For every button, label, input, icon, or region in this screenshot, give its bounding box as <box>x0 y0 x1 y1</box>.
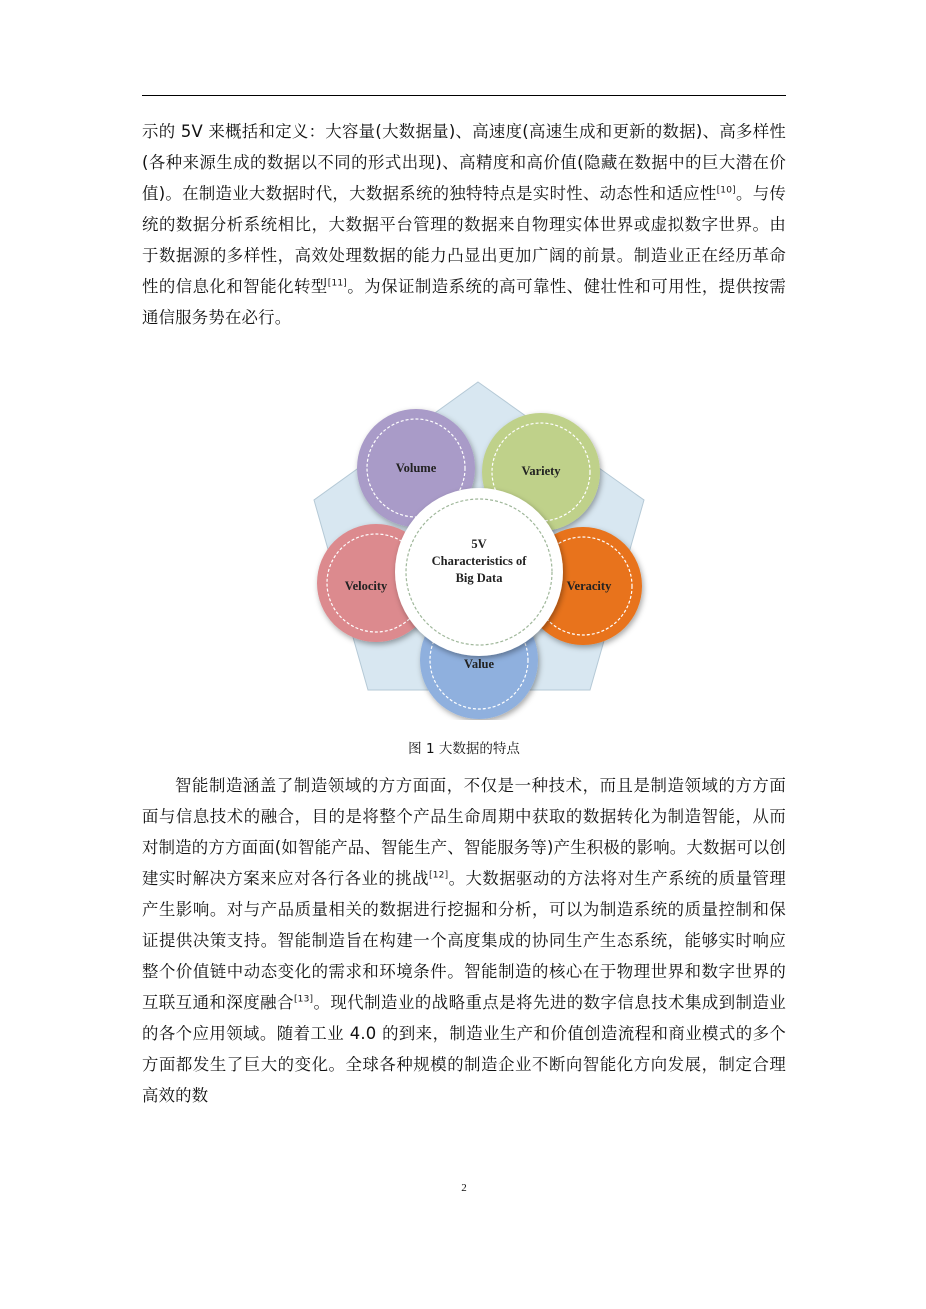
citation-12: [12] <box>429 870 449 881</box>
volume-label: Volume <box>395 461 437 475</box>
citation-13: [13] <box>293 994 314 1005</box>
5v-figure <box>300 376 656 720</box>
citation-11: [11] <box>327 278 348 289</box>
value-label: Value <box>463 657 495 671</box>
velocity-label: Velocity <box>344 579 388 593</box>
center-title-line2: Characteristics of <box>431 554 527 568</box>
paragraph2-text-c: 。现代制造业的战略重点是将先进的数字信息技术集成到制造业的各个应用领域。随着工业 4.0 的到来，制造业生产和价值创造流程和商业模式的多个方面都发生了巨大的变化。全球各种规模的制造企业不断向智能化方向发展，制定合理高效的数 <box>142 993 786 1105</box>
variety-label: Variety <box>521 464 561 478</box>
figure-caption: 图 1 大数据的特点 <box>408 741 520 757</box>
center-title-line3: Big Data <box>455 571 503 585</box>
paragraph1-text-c: 。为保证制造系统的高可靠性、健壮性和可用性，提供按需通信服务势在必行。 <box>142 277 787 327</box>
paragraph2-text-a: 智能制造涵盖了制造领域的方方面面，不仅是一种技术，而且是制造领域的方方面面与信息技术的融合，目的是将整个产品生命周期中获取的数据转化为制造智能，从而对制造的方方面面(如智能产品、智能生产、智能服务等)产生积极的影响。大数据可以创建实时解决方案来应对各行各业的挑战 <box>142 776 786 888</box>
center-title-line1: 5V <box>471 537 487 551</box>
body-paragraph-1 <box>142 116 786 333</box>
paragraph2-text-b: 。大数据驱动的方法将对生产系统的质量管理产生影响。对与产品质量相关的数据进行挖掘和分析，可以为制造系统的质量控制和保证提供决策支持。智能制造旨在构建一个高度集成的协同生产生态系统，能够实时响应整个价值链中动态变化的需求和环境条件。智能制造的核心在于物理世界和数字世界的互联互通和深度融合 <box>142 869 786 1012</box>
page-number: 2 <box>461 1182 467 1194</box>
paragraph1-text-b: 。与传统的数据分析系统相比，大数据平台管理的数据来自物理实体世界或虚拟数字世界。由于数据源的多样性，高效处理数据的能力凸显出更加广阔的前景。制造业正在经历革命性的信息化和智能化转型 <box>142 184 786 296</box>
veracity-label: Veracity <box>566 579 612 593</box>
5v-diagram <box>300 376 656 720</box>
header-rule <box>142 95 786 96</box>
paragraph1-text-a: 示的 5V 来概括和定义：大容量(大数据量)、高速度(高速生成和更新的数据)、高多样性(各种来源生成的数据以不同的形式出现)、高精度和高价值(隐藏在数据中的巨大潜在价值)。在制造业大数据时代，大数据系统的独特特点是实时性、动态性和适应性 <box>142 122 786 203</box>
body-paragraph-2 <box>142 770 786 1111</box>
citation-10: [10] <box>716 185 736 196</box>
